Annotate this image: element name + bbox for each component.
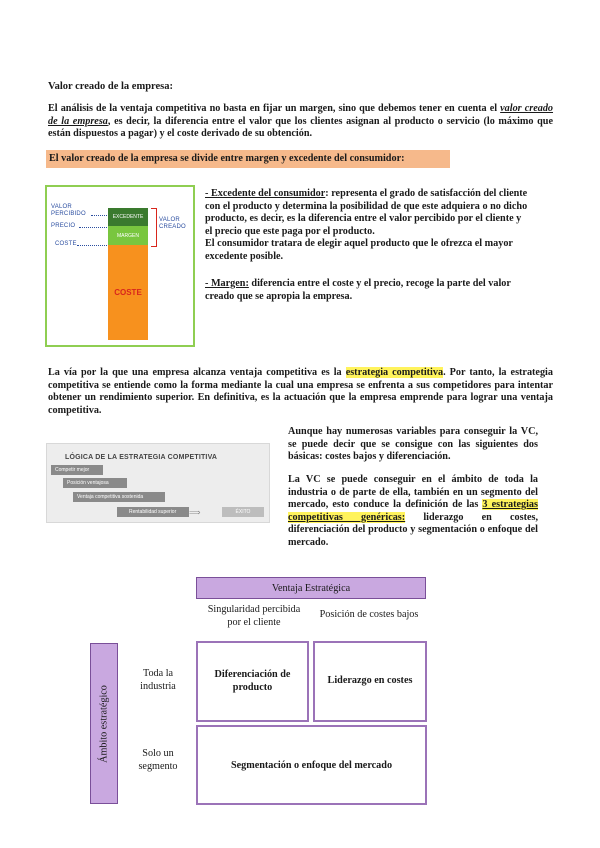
block-coste: COSTE [108,245,148,340]
vc2-text-2: liderazgo en costes, diferenciación del producto y segmentación o enfoque del mercado. [288,511,538,548]
excedente-term: - Excedente del consumidor [205,188,326,199]
logic-result: ÉXITO [222,507,264,517]
label-valor-creado-1: VALOR [159,217,180,223]
label-valor-percibido-2: PERCIBIDO [51,211,86,217]
excedente-def: : representa el grado de satisfacción del cliente con el producto y determina la posibilidad de que este adquiera o no dicho producto, es decir, es la diferencia entre el valor percibido por el cliente y el precio que este paga por el producto. [205,188,528,237]
label-valor-creado-2: CREADO [159,224,186,230]
vc-paragraph-2 [288,474,538,550]
value-diagram [45,185,195,347]
intro-paragraph [48,103,553,141]
strategy-paragraph [48,367,553,417]
matrix-col-costes: Posición de costes bajos [319,609,419,620]
highlight-heading-bar [46,150,450,168]
strategy-text-2: . Por tanto, la estrategia competitiva se entiende como la forma mediante la cual una empresa se enfrenta a sus competidores para intentar obtener un rendimiento superior. En definitiva, es la actuación que la empresa emprende para lograr una ventaja competitiva. [48,367,553,416]
matrix-header: Ventaja Estratégica [196,577,426,599]
intro-text-2: , es decir, la diferencia entre el valor que los clientes asignan al producto o servicio (lo máximo que están dispuestos a pagar) y el coste derivado de su obtención. [48,115,553,140]
dotted-line-coste [77,245,107,246]
logic-step: Rentabilidad superior [117,507,189,517]
logic-step: Competir mejor [51,465,103,475]
vc2-highlight: 3 estrategias competitivas genéricas: [288,499,538,523]
margen-definition [205,278,530,303]
arrow-icon: ⟹ [189,508,201,517]
margen-def: diferencia entre el coste y el precio, recoge la parte del valor creado que se apropia la empresa. [205,278,511,302]
dotted-line-valor [91,215,107,216]
block-margen: MARGEN [108,226,148,245]
valor-creado-bracket [151,208,157,247]
strategy-highlight: estrategia competitiva [345,367,444,378]
label-precio: PRECIO [51,223,76,229]
margen-term: - Margen: [205,278,249,289]
excedente-definition [205,188,530,264]
cell-liderazgo: Liderazgo en costes [313,641,427,722]
matrix-row-segmento: Solo un segmento [138,748,178,772]
highlight-heading: El valor creado de la empresa se divide entre margen y excedente del consumidor: [49,153,405,164]
matrix-col-singularidad: Singularidad percibida por el cliente [207,604,301,628]
matrix-row-industria: Toda la industria [140,668,176,692]
strategy-text-1: La vía por la que una empresa alcanza ventaja competitiva es la [48,367,346,378]
vc-paragraph: Aunque hay numerosas variables para conseguir la VC, se puede decir que se consigue con las siguientes dos básicas: costes bajos y diferenciación. [288,426,538,463]
intro-text-1: El análisis de la ventaja competitiva no basta en fijar un margen, sino que debemos tener en cuenta el [48,103,501,114]
dotted-line-precio [79,227,107,228]
matrix-side-label [90,643,118,804]
vc2-text-1: La VC se puede conseguir en el ámbito de toda la industria o de parte de ella, también en un segmento del mercado, esto conduce la definición de las [288,474,538,511]
label-valor-percibido-1: VALOR [51,204,72,210]
logic-step: Ventaja competitiva sostenida [73,492,165,502]
ambito-text: Ámbito estratégico [98,684,110,763]
cell-diferenciacion: Diferenciación de producto [196,641,309,722]
section-title: Valor creado de la empresa: [48,81,174,92]
valor-creado-link: valor creado de la empresa [48,103,554,127]
cell-segmentacion: Segmentación o enfoque del mercado [196,725,427,805]
logic-title: LÓGICA DE LA ESTRATEGIA COMPETITIVA [65,454,218,461]
label-coste-axis: COSTE [55,241,77,247]
block-excedente: EXCEDENTE [108,208,148,226]
excedente-extra: El consumidor tratara de elegir aquel producto que le ofrezca el mayor excedente posible. [205,238,513,262]
logic-strategy-image [46,443,270,523]
logic-step: Posición ventajosa [63,478,127,488]
